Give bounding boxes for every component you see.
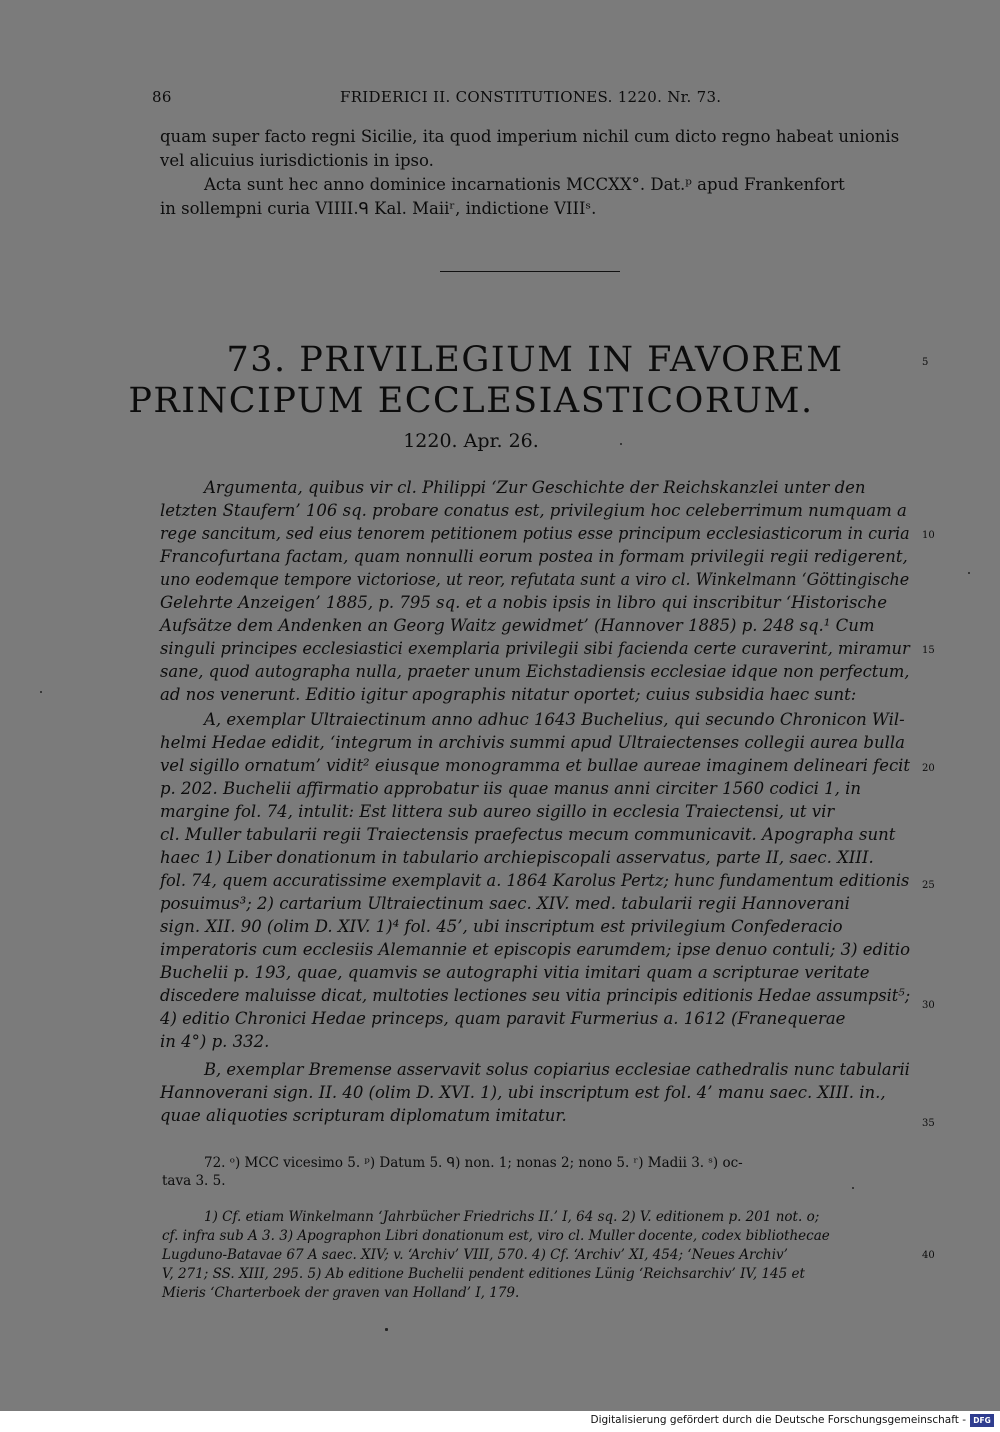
footnote-line: cf. infra sub A 3. 3) Apographon Libri donationum est, viro cl. Muller docente, codex bibliothecae: [162, 1228, 830, 1244]
digitization-credit: Digitalisierung gefördert durch die Deutsche Forschungsgemeinschaft -: [590, 1414, 966, 1426]
line-number: 25: [922, 880, 935, 891]
scan-speck: [385, 1328, 388, 1331]
variant-line: tava 3. 5.: [162, 1173, 226, 1189]
text-line: vel sigillo ornatum’ vidit² eiusque monogramma et bullae aureae imaginem delineari fecit: [160, 756, 911, 775]
text-line: Acta sunt hec anno dominice incarnationis MCCXX°. Dat.ᵖ apud Frankenfort: [204, 175, 845, 194]
page-number: 86: [152, 88, 172, 106]
scan-speck: [852, 1187, 854, 1189]
text-line: Buchelii p. 193, quae, quamvis se autographi vitia imitari quam a scripturae veritate: [160, 963, 870, 982]
document-date: 1220. Apr. 26.: [403, 430, 539, 452]
variant-line: 72. ᵒ) MCC vicesimo 5. ᵖ) Datum 5. ᑫ) non. 1; nonas 2; nono 5. ʳ) Madii 3. ˢ) oc-: [204, 1155, 743, 1171]
text-line: ad nos venerunt. Editio igitur apographis nitatur oportet; cuius subsidia haec sunt:: [160, 685, 857, 704]
text-line: haec 1) Liber donationum in tabulario archiepiscopali asservatus, parte II, saec. XIII.: [160, 848, 874, 867]
text-line: rege sancitum, sed eius tenorem petitionem potius esse principum ecclesiasticorum in curia: [160, 524, 910, 543]
text-line: A, exemplar Ultraiectinum anno adhuc 1643 Buchelius, qui secundo Chronicon Wil-: [204, 710, 905, 729]
section-divider: [440, 271, 620, 272]
text-line: sign. XII. 90 (olim D. XIV. 1)⁴ fol. 45’, ubi inscriptum est privilegium Confederacio: [160, 917, 843, 936]
scan-speck: [40, 691, 42, 693]
text-line: Argumenta, quibus vir cl. Philippi ‘Zur Geschichte der Reichskanzlei unter den: [204, 478, 866, 497]
text-line: uno eodemque tempore victoriose, ut reor, refutata sunt a viro cl. Winkelmann ‘Göttingische: [160, 570, 910, 589]
text-line: 4) editio Chronici Hedae princeps, quam paravit Furmerius a. 1612 (Franequerae: [160, 1009, 846, 1028]
text-line: B, exemplar Bremense asservavit solus copiarius ecclesiae cathedralis nunc tabularii: [204, 1060, 910, 1079]
text-line: helmi Hedae edidit, ‘integrum in archivis summi apud Ultraiectenses collegii aurea bulla: [160, 733, 905, 752]
document-title: 73. PRIVILEGIUM IN FAVOREM: [226, 340, 844, 380]
document-title-continued: PRINCIPUM ECCLESIASTICORUM.: [128, 381, 814, 421]
line-number: 15: [922, 645, 935, 656]
text-line: margine fol. 74, intulit: Est littera sub aureo sigillo in ecclesia Traiectensi, ut vir: [160, 802, 835, 821]
footnote-line: Lugduno-Batavae 67 A saec. XIV; v. ‘Archiv’ VIII, 570. 4) Cf. ‘Archiv’ XI, 454; ‘Neues Archiv’: [162, 1247, 788, 1263]
footnote-line: V, 271; SS. XIII, 295. 5) Ab editione Buchelii pendent editiones Lünig ‘Reichsarchiv’ IV, 145 et: [162, 1266, 805, 1282]
text-line: Gelehrte Anzeigen’ 1885, p. 795 sq. et a nobis ipsis in libro qui inscribitur ‘Historische: [160, 593, 888, 612]
line-number: 10: [922, 530, 935, 541]
text-line: fol. 74, quem accuratissime exemplavit a. 1864 Karolus Pertz; hunc fundamentum editionis: [160, 871, 910, 890]
text-line: p. 202. Buchelii affirmatio approbatur iis quae manus anni circiter 1560 codici 1, in: [160, 779, 862, 798]
text-line: Hannoverani sign. II. 40 (olim D. XVI. 1), ubi inscriptum est fol. 4’ manu saec. XIII. in.,: [160, 1083, 886, 1102]
text-line: posuimus³; 2) cartarium Ultraiectinum saec. XIV. med. tabularii regii Hannoverani: [160, 894, 850, 913]
text-line: sane, quod autographa nulla, praeter unum Eichstadiensis ecclesiae idque non perfectum,: [160, 662, 910, 681]
line-number: 35: [922, 1118, 935, 1129]
text-line: in sollempni curia VIIII.ᑫ Kal. Maiiʳ, indictione VIIIˢ.: [160, 199, 597, 218]
footnote-line: Mieris ‘Charterboek der graven van Holland’ I, 179.: [162, 1285, 520, 1301]
text-line: imperatoris cum ecclesiis Alemannie et episcopis earumdem; ipse denuo contuli; 3) editio: [160, 940, 911, 959]
line-number: 20: [922, 763, 935, 774]
text-line: quam super facto regni Sicilie, ita quod imperium nichil cum dicto regno habeat unionis: [160, 127, 900, 146]
running-title: FRIDERICI II. CONSTITUTIONES. 1220. Nr. 73.: [340, 88, 722, 106]
text-line: quae aliquoties scripturam diplomatum imitatur.: [160, 1106, 567, 1125]
line-number: 30: [922, 1000, 935, 1011]
scan-speck: [620, 443, 622, 445]
text-line: vel alicuius iurisdictionis in ipso.: [160, 151, 434, 170]
text-line: Francofurtana factam, quam nonnulli eorum postea in formam privilegii regii redigerent,: [160, 547, 908, 566]
line-number: 40: [922, 1250, 935, 1261]
dfg-logo: DFG: [970, 1414, 994, 1427]
text-line: discedere maluisse dicat, multoties lectiones seu vitia principis editionis Hedae assumpsit⁵;: [160, 986, 911, 1005]
scan-speck: [968, 572, 970, 574]
footnote-line: 1) Cf. etiam Winkelmann ‘Jahrbücher Friedrichs II.’ I, 64 sq. 2) V. editionem p. 201 not. o;: [204, 1209, 820, 1225]
text-line: Aufsätze dem Andenken an Georg Waitz gewidmet’ (Hannover 1885) p. 248 sq.¹ Cum: [160, 616, 875, 635]
text-line: in 4°) p. 332.: [160, 1032, 270, 1051]
text-line: letzten Staufern’ 106 sq. probare conatus est, privilegium hoc celeberrimum numquam a: [160, 501, 907, 520]
line-number: 5: [922, 357, 929, 368]
text-line: singuli principes ecclesiastici exemplaria privilegii sibi facienda certe curaverint, miramur: [160, 639, 910, 658]
text-line: cl. Muller tabularii regii Traiectensis praefectus mecum communicavit. Apographa sunt: [160, 825, 896, 844]
